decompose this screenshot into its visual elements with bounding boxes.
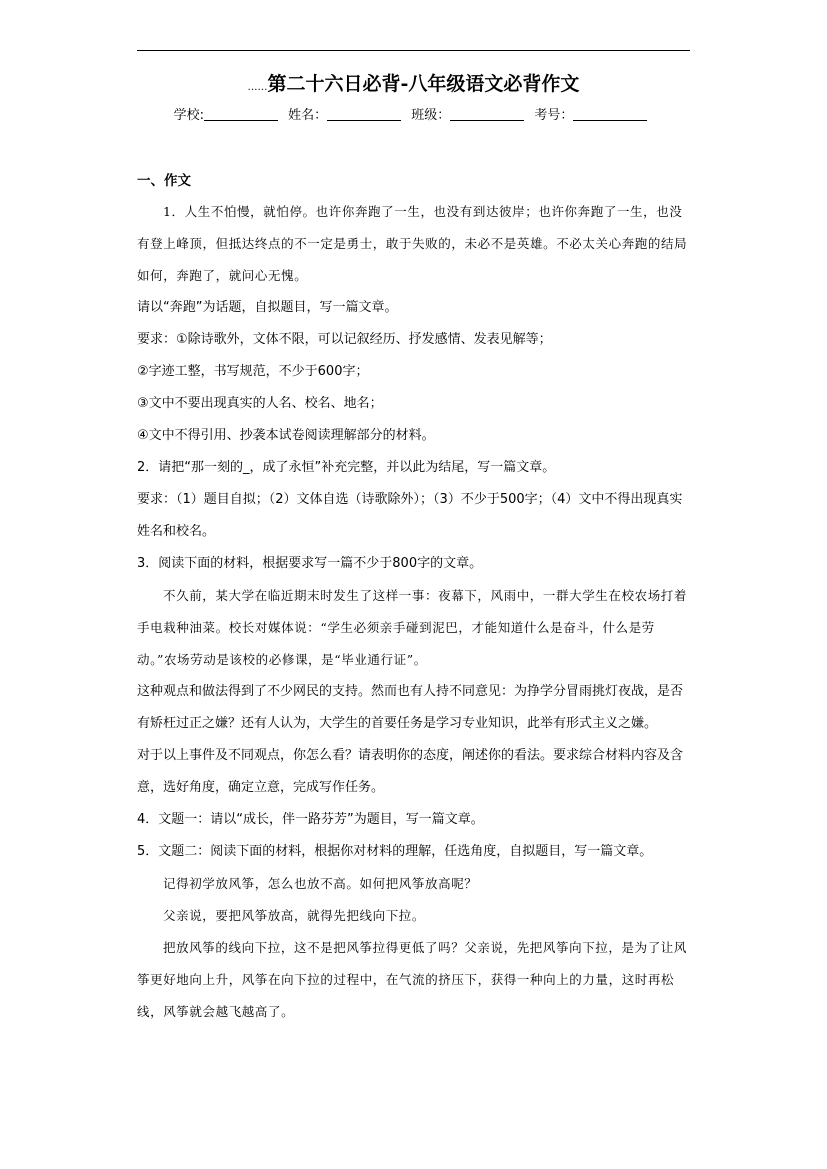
content-body — [137, 168, 690, 1028]
q5-material-2: 父亲说，要把风筝放高，就得先把线向下拉。 — [163, 908, 426, 923]
q2-requirements: 要求：（1）题目自拟；（2）文体自选（诗歌除外）；（3）不少于500字；（4）文中不得出现真实姓名和校名。 — [137, 492, 683, 539]
school-blank[interactable] — [204, 107, 278, 121]
q3-paragraph-2: 对于以上事件及不同观点，你怎么看？请表明你的态度，阐述你的看法。要求综合材料内容及含意，选好角度，确定立意，完成写作任务。 — [137, 748, 684, 795]
q5-material-3: 把放风筝的线向下拉，这不是把风筝拉得更低了吗？父亲说，先把风筝向下拉，是为了让风筝更好地向上升，风筝在向下拉的过程中，在气流的挤压下，获得一种向上的力量，这时再松线，风筝就会越飞越高了。 — [137, 940, 688, 1019]
title-dots: …… — [247, 82, 268, 93]
section-title: 一、作文 — [137, 173, 191, 189]
q3-paragraph-1: 这种观点和做法得到了不少网民的支持。然而也有人持不同意见：为挣学分冒雨挑灯夜战，是否有矫枉过正之嫌？还有人认为，大学生的首要任务是学习专业知识，此举有形式主义之嫌。 — [137, 684, 684, 731]
title-text: 第二十六日必背-八年级语文必背作文 — [267, 73, 580, 95]
q3-material: 不久前，某大学在临近期末时发生了这样一事：夜幕下，风雨中，一群大学生在校农场打着手电栽种油菜。校长对媒体说：“学生必须亲手碰到泥巴，才能知道什么是奋斗，什么是劳动。”农场劳动是该校的必修课，是“毕业通行证”。 — [137, 588, 688, 667]
q1-requirement-4: ④文中不得引用、抄袭本试卷阅读理解部分的材料。 — [137, 428, 435, 443]
q3-prompt: 3．阅读下面的材料，根据要求写一篇不少于800字的文章。 — [137, 556, 483, 571]
school-label: 学校: — [173, 108, 204, 123]
q1-requirement-3: ③文中不要出现真实的人名、校名、地名； — [137, 396, 383, 411]
q1-task: 请以“奔跑”为话题，自拟题目，写一篇文章。 — [137, 300, 398, 315]
header-rule — [137, 50, 690, 51]
name-blank[interactable] — [327, 107, 401, 121]
q5-material-1: 记得初学放风筝，怎么也放不高。如何把风筝放高呢？ — [163, 876, 478, 891]
class-label: 班级： — [411, 108, 451, 123]
student-info-line — [0, 104, 827, 128]
q2-prompt: 2．请把“那一刻的_，成了永恒”补充完整，并以此为结尾，写一篇文章。 — [137, 460, 556, 475]
exam-number-label: 考号： — [534, 108, 574, 123]
class-blank[interactable] — [450, 107, 524, 121]
name-label: 姓名： — [288, 108, 328, 123]
page-title — [0, 70, 827, 102]
q1-requirement-2: ②字迹工整，书写规范，不少于600字； — [137, 364, 369, 379]
q4-prompt: 4．文题一：请以“成长，伴一路芬芳”为题目，写一篇文章。 — [137, 812, 484, 827]
q5-prompt: 5．文题二：阅读下面的材料，根据你对材料的理解，任选角度，自拟题目，写一篇文章。 — [137, 844, 653, 859]
q1-requirement-1: 要求：①除诗歌外，文体不限，可以记叙经历、抒发感情、发表见解等； — [137, 332, 552, 347]
q1-prompt: 1．人生不怕慢，就怕停。也许你奔跑了一生，也没有到达彼岸；也许你奔跑了一生，也没有登上峰顶，但抵达终点的不一定是勇士，敢于失败的，未必不是英雄。不必太关心奔跑的结局如何，奔跑了，就问心无愧。 — [137, 204, 688, 283]
exam-number-blank[interactable] — [573, 107, 647, 121]
